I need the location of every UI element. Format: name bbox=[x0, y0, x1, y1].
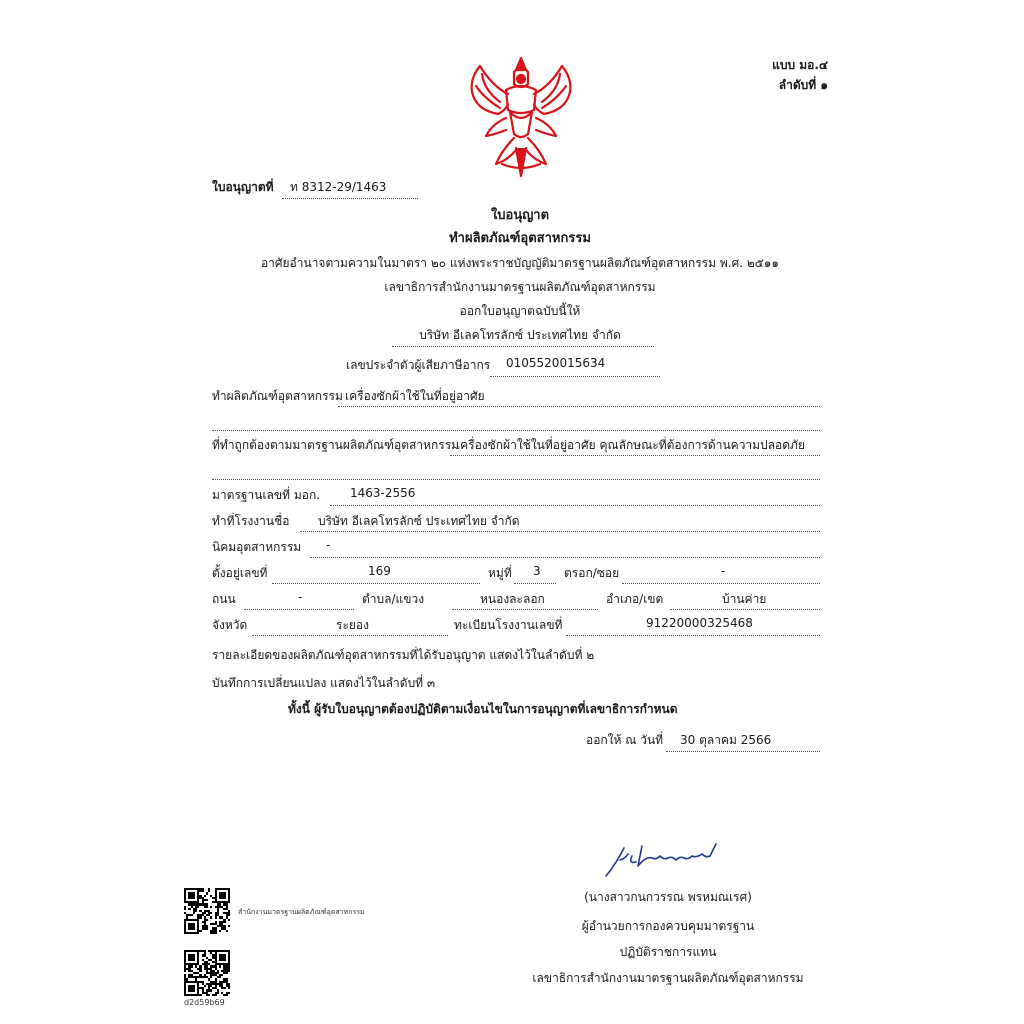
address-amphoe-value: บ้านค่าย bbox=[722, 592, 767, 606]
address-moo-label: หมู่ที่ bbox=[488, 566, 512, 580]
factory-value: บริษัท อีเลคโทรลักซ์ ประเทศไทย จำกัด bbox=[318, 514, 520, 528]
address-no-label: ตั้งอยู่เลขที่ bbox=[212, 566, 268, 580]
issue-to-line: ออกใบอนุญาตฉบับนี้ให้ bbox=[459, 304, 581, 318]
estate-value: - bbox=[326, 538, 331, 552]
license-no-label: ใบอนุญาตที่ bbox=[212, 180, 274, 194]
issued-date: 30 ตุลาคม 2566 bbox=[680, 733, 772, 747]
qr-code-verify-icon bbox=[184, 950, 230, 996]
address-tambon-label: ตำบล/แขวง bbox=[362, 592, 425, 606]
dotted-line bbox=[310, 557, 820, 558]
company-name: บริษัท อีเลคโทรลักซ์ ประเทศไทย จำกัด bbox=[419, 328, 621, 342]
address-amphoe-label: อำเภอ/เขต bbox=[606, 592, 664, 606]
dotted-line bbox=[490, 376, 660, 377]
dotted-line bbox=[244, 609, 354, 610]
doc-title: ใบอนุญาต bbox=[490, 208, 550, 223]
product-label: ทำผลิตภัณฑ์อุตสาหกรรม bbox=[212, 389, 343, 403]
dotted-line bbox=[300, 531, 820, 532]
dotted-line bbox=[670, 609, 820, 610]
address-tambon-value: หนองละลอก bbox=[480, 592, 545, 606]
address-soi-label: ตรอก/ซอย bbox=[564, 566, 620, 580]
estate-label: นิคมอุตสาหกรรม bbox=[212, 540, 302, 554]
tax-id-label: เลขประจำตัวผู้เสียภาษีอากร bbox=[346, 358, 491, 372]
standard-label: ที่ทำถูกต้องตามมาตรฐานผลิตภัณฑ์อุตสาหกรรม bbox=[212, 438, 460, 452]
verify-code: d2d59b69 bbox=[184, 998, 225, 1007]
address-reg-value: 91220000325468 bbox=[646, 616, 753, 630]
dotted-line bbox=[330, 505, 820, 506]
form-code: แบบ มอ.๔ bbox=[772, 58, 828, 72]
issuer-line: เลขาธิการสำนักงานมาตรฐานผลิตภัณฑ์อุตสาหกรรม bbox=[384, 280, 656, 294]
dotted-line bbox=[338, 406, 820, 407]
sequence-number: ลำดับที่ ๑ bbox=[778, 78, 828, 92]
signature-icon bbox=[598, 834, 738, 882]
change-line: บันทึกการเปลี่ยนแปลง แสดงไว้ในลำดับที่ ๓ bbox=[212, 676, 436, 690]
dotted-line bbox=[514, 583, 556, 584]
tis-no-value: 1463-2556 bbox=[350, 486, 416, 500]
address-province-value: ระยอง bbox=[336, 618, 369, 632]
tis-no-label: มาตรฐานเลขที่ มอก. bbox=[212, 488, 321, 502]
dotted-line bbox=[392, 346, 654, 347]
address-no-value: 169 bbox=[368, 564, 391, 578]
dotted-line bbox=[252, 635, 448, 636]
authority-line: อาศัยอำนาจตามความในมาตรา ๒๐ แห่งพระราชบัญญัติมาตรฐานผลิตภัณฑ์อุตสาหกรรม พ.ศ. ๒๕๑๑ bbox=[260, 256, 780, 270]
dotted-line bbox=[450, 455, 820, 456]
address-province-label: จังหวัด bbox=[212, 618, 248, 632]
dotted-line bbox=[272, 583, 480, 584]
address-soi-value: - bbox=[721, 564, 726, 578]
address-road-label: ถนน bbox=[212, 592, 236, 606]
standard-value: เครื่องซักผ้าใช้ในที่อยู่อาศัย คุณลักษณะที่ต้องการด้านความปลอดภัย bbox=[456, 438, 805, 452]
product-value: เครื่องซักผ้าใช้ในที่อยู่อาศัย bbox=[345, 389, 485, 403]
detail-line: รายละเอียดของผลิตภัณฑ์อุตสาหกรรมที่ได้รับอนุญาต แสดงไว้ในลำดับที่ ๒ bbox=[212, 648, 595, 662]
dotted-line bbox=[212, 430, 820, 431]
address-reg-label: ทะเบียนโรงงานเลขที่ bbox=[454, 618, 563, 632]
dotted-line bbox=[622, 583, 820, 584]
address-road-value: - bbox=[298, 590, 303, 604]
tax-id-value: 0105520015634 bbox=[506, 356, 606, 370]
signer-position-3: เลขาธิการสำนักงานมาตรฐานผลิตภัณฑ์อุตสาหกรรม bbox=[532, 971, 804, 985]
condition-line: ทั้งนี้ ผู้รับใบอนุญาตต้องปฏิบัติตามเงื่อนไขในการอนุญาตที่เลขาธิการกำหนด bbox=[288, 702, 678, 716]
dotted-line bbox=[666, 751, 820, 752]
dotted-line bbox=[282, 198, 418, 199]
dotted-line bbox=[452, 609, 598, 610]
signer-position-1: ผู้อำนวยการกองควบคุมมาตรฐาน bbox=[581, 919, 755, 933]
factory-label: ทำที่โรงงานชื่อ bbox=[212, 514, 290, 528]
signer-position-2: ปฏิบัติราชการแทน bbox=[619, 945, 717, 959]
dotted-line bbox=[566, 635, 820, 636]
garuda-emblem-icon bbox=[462, 52, 580, 180]
qr-code-icon bbox=[184, 888, 230, 934]
address-moo-value: 3 bbox=[533, 564, 541, 578]
dotted-line bbox=[212, 479, 820, 480]
signer-name: (นางสาวกนกวรรณ พรหมณเรศ) bbox=[584, 890, 752, 904]
license-no-value: ท 8312-29/1463 bbox=[290, 180, 387, 194]
qr-caption: สำนักงานมาตรฐานผลิตภัณฑ์อุตสาหกรรม bbox=[238, 908, 365, 916]
doc-subtitle: ทำผลิตภัณฑ์อุตสาหกรรม bbox=[449, 231, 591, 246]
issued-label: ออกให้ ณ วันที่ bbox=[586, 733, 664, 747]
